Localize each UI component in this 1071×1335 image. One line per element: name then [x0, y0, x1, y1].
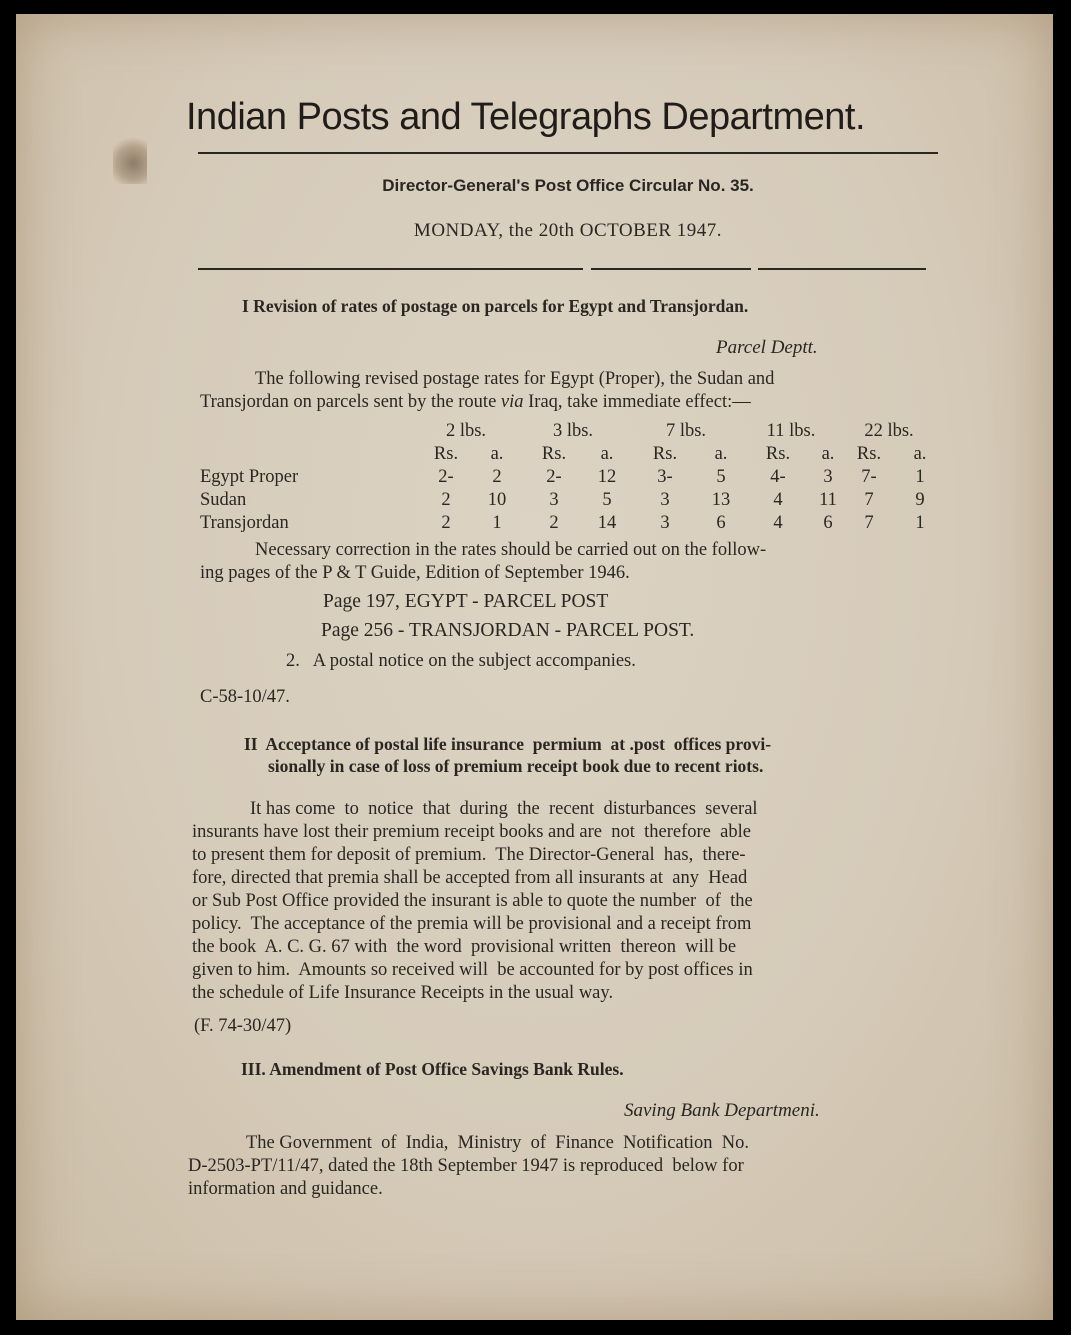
section3-body [188, 1132, 918, 1201]
page-ref-egypt: Page 197, EGYPT - PARCEL POST [323, 591, 609, 612]
circular-date: MONDAY, the 20th OCTOBER 1947. [413, 220, 723, 241]
weight-header: 2 lbs. [445, 421, 487, 441]
body-line: information and guidance. [188, 1179, 383, 1199]
table-cell: 4- [770, 467, 786, 487]
row-label-egypt: Egypt Proper [200, 467, 299, 487]
table-cell: 1 [492, 513, 502, 533]
intro-via: via [500, 392, 524, 412]
body-line: given to him. Amounts so received will be accounted for by post offices in [192, 960, 753, 980]
section2-ref: (F. 74-30/47) [194, 1016, 292, 1036]
table-cell: 4 [773, 490, 783, 510]
weight-header: 11 lbs. [766, 421, 816, 441]
table-cell: 11 [819, 490, 837, 510]
body-line: the schedule of Life Insurance Receipts in the usual way. [192, 983, 614, 1003]
table-cell: 12 [597, 467, 617, 487]
body-line: to present them for deposit of premium. The Director-General has, there- [192, 845, 746, 865]
table-cell: 9 [915, 490, 925, 510]
body-line: The Government of India, Ministry of Finance Notification No. [246, 1133, 749, 1153]
weight-header: 7 lbs. [665, 421, 707, 441]
body-line: policy. The acceptance of the premia will be provisional and a receipt from [192, 914, 752, 934]
correction-line-1: Necessary correction in the rates should be carried out on the follow- [255, 540, 767, 560]
table-cell: 3 [660, 490, 670, 510]
body-line: or Sub Post Office provided the insurant is able to quote the number of the [192, 891, 753, 911]
section1-heading: I Revision of rates of postage on parcels for Egypt and Transjordan. [242, 296, 749, 316]
table-cell: 6 [823, 513, 833, 533]
intro-line-2a: Transjordan on parcels sent by the route [200, 392, 501, 412]
unit-header: a. [821, 444, 835, 464]
section2-body [192, 798, 916, 1005]
table-cell: 2 [549, 513, 559, 533]
table-cell: 2 [441, 513, 451, 533]
table-cell: 2- [438, 467, 454, 487]
page-ref-transjordan: Page 256 - TRANSJORDAN - PARCEL POST. [321, 620, 695, 641]
unit-header: Rs. [856, 444, 882, 464]
section1-department: Parcel Deptt. [716, 337, 818, 358]
section2-heading-line-1: II Acceptance of postal life insurance permium at .post offices provi- [244, 734, 772, 754]
section2-heading-line-2: sionally in case of loss of premium receipt book due to recent riots. [268, 756, 764, 776]
table-cell: 2 [441, 490, 451, 510]
table-cell: 3- [657, 467, 673, 487]
intro-line-2c: Iraq, take immediate effect:— [523, 392, 751, 412]
body-line: fore, directed that premia shall be accepted from all insurants at any Head [192, 868, 748, 888]
table-cell: 14 [597, 513, 617, 533]
table-cell: 13 [711, 490, 731, 510]
department-title: Indian Posts and Telegraphs Department. [186, 96, 866, 138]
table-cell: 2 [492, 467, 502, 487]
unit-header: a. [913, 444, 927, 464]
body-line: the book A. C. G. 67 with the word provisional written thereon will be [192, 937, 737, 957]
table-cell: 6 [716, 513, 726, 533]
table-cell: 1 [915, 513, 925, 533]
section3-department: Saving Bank Departmeni. [624, 1100, 820, 1121]
section1-ref: C-58-10/47. [200, 687, 290, 707]
table-cell: 7 [864, 490, 874, 510]
row-label-transjordan: Transjordan [200, 513, 289, 533]
table-cell: 2- [546, 467, 562, 487]
section2-heading [244, 733, 771, 777]
section3-heading: III. Amendment of Post Office Savings Bank Rules. [241, 1059, 624, 1079]
unit-header: a. [490, 444, 504, 464]
unit-header: Rs. [541, 444, 567, 464]
correction-note [200, 539, 916, 585]
intro-line-1: The following revised postage rates for Egypt (Proper), the Sudan and [255, 369, 775, 389]
unit-header: Rs. [433, 444, 459, 464]
postal-notice: 2. A postal notice on the subject accompanies. [286, 651, 636, 671]
table-cell: 4 [773, 513, 783, 533]
rates-table [16, 14, 1053, 554]
table-cell: 3 [660, 513, 670, 533]
unit-header: Rs. [652, 444, 678, 464]
circular-number: Director-General's Post Office Circular No. 35. [382, 176, 754, 195]
table-cell: 7- [861, 467, 877, 487]
table-cell: 3 [549, 490, 559, 510]
table-cell: 3 [823, 467, 833, 487]
row-label-sudan: Sudan [200, 490, 247, 510]
unit-header: a. [600, 444, 614, 464]
table-cell: 5 [716, 467, 726, 487]
unit-header: Rs. [765, 444, 791, 464]
weight-header: 3 lbs. [552, 421, 594, 441]
correction-line-2: ing pages of the P & T Guide, Edition of September 1946. [200, 563, 630, 583]
weight-header: 22 lbs. [864, 421, 914, 441]
table-cell: 10 [487, 490, 507, 510]
body-line: D-2503-PT/11/47, dated the 18th September 1947 is reproduced below for [188, 1156, 744, 1176]
unit-header: a. [714, 444, 728, 464]
table-cell: 1 [915, 467, 925, 487]
body-line: insurants have lost their premium receipt books and are not therefore able [192, 822, 751, 842]
table-cell: 5 [602, 490, 612, 510]
circular-page [16, 14, 1053, 1320]
body-line: It has come to notice that during the recent disturbances several [250, 799, 758, 819]
table-cell: 7 [864, 513, 874, 533]
